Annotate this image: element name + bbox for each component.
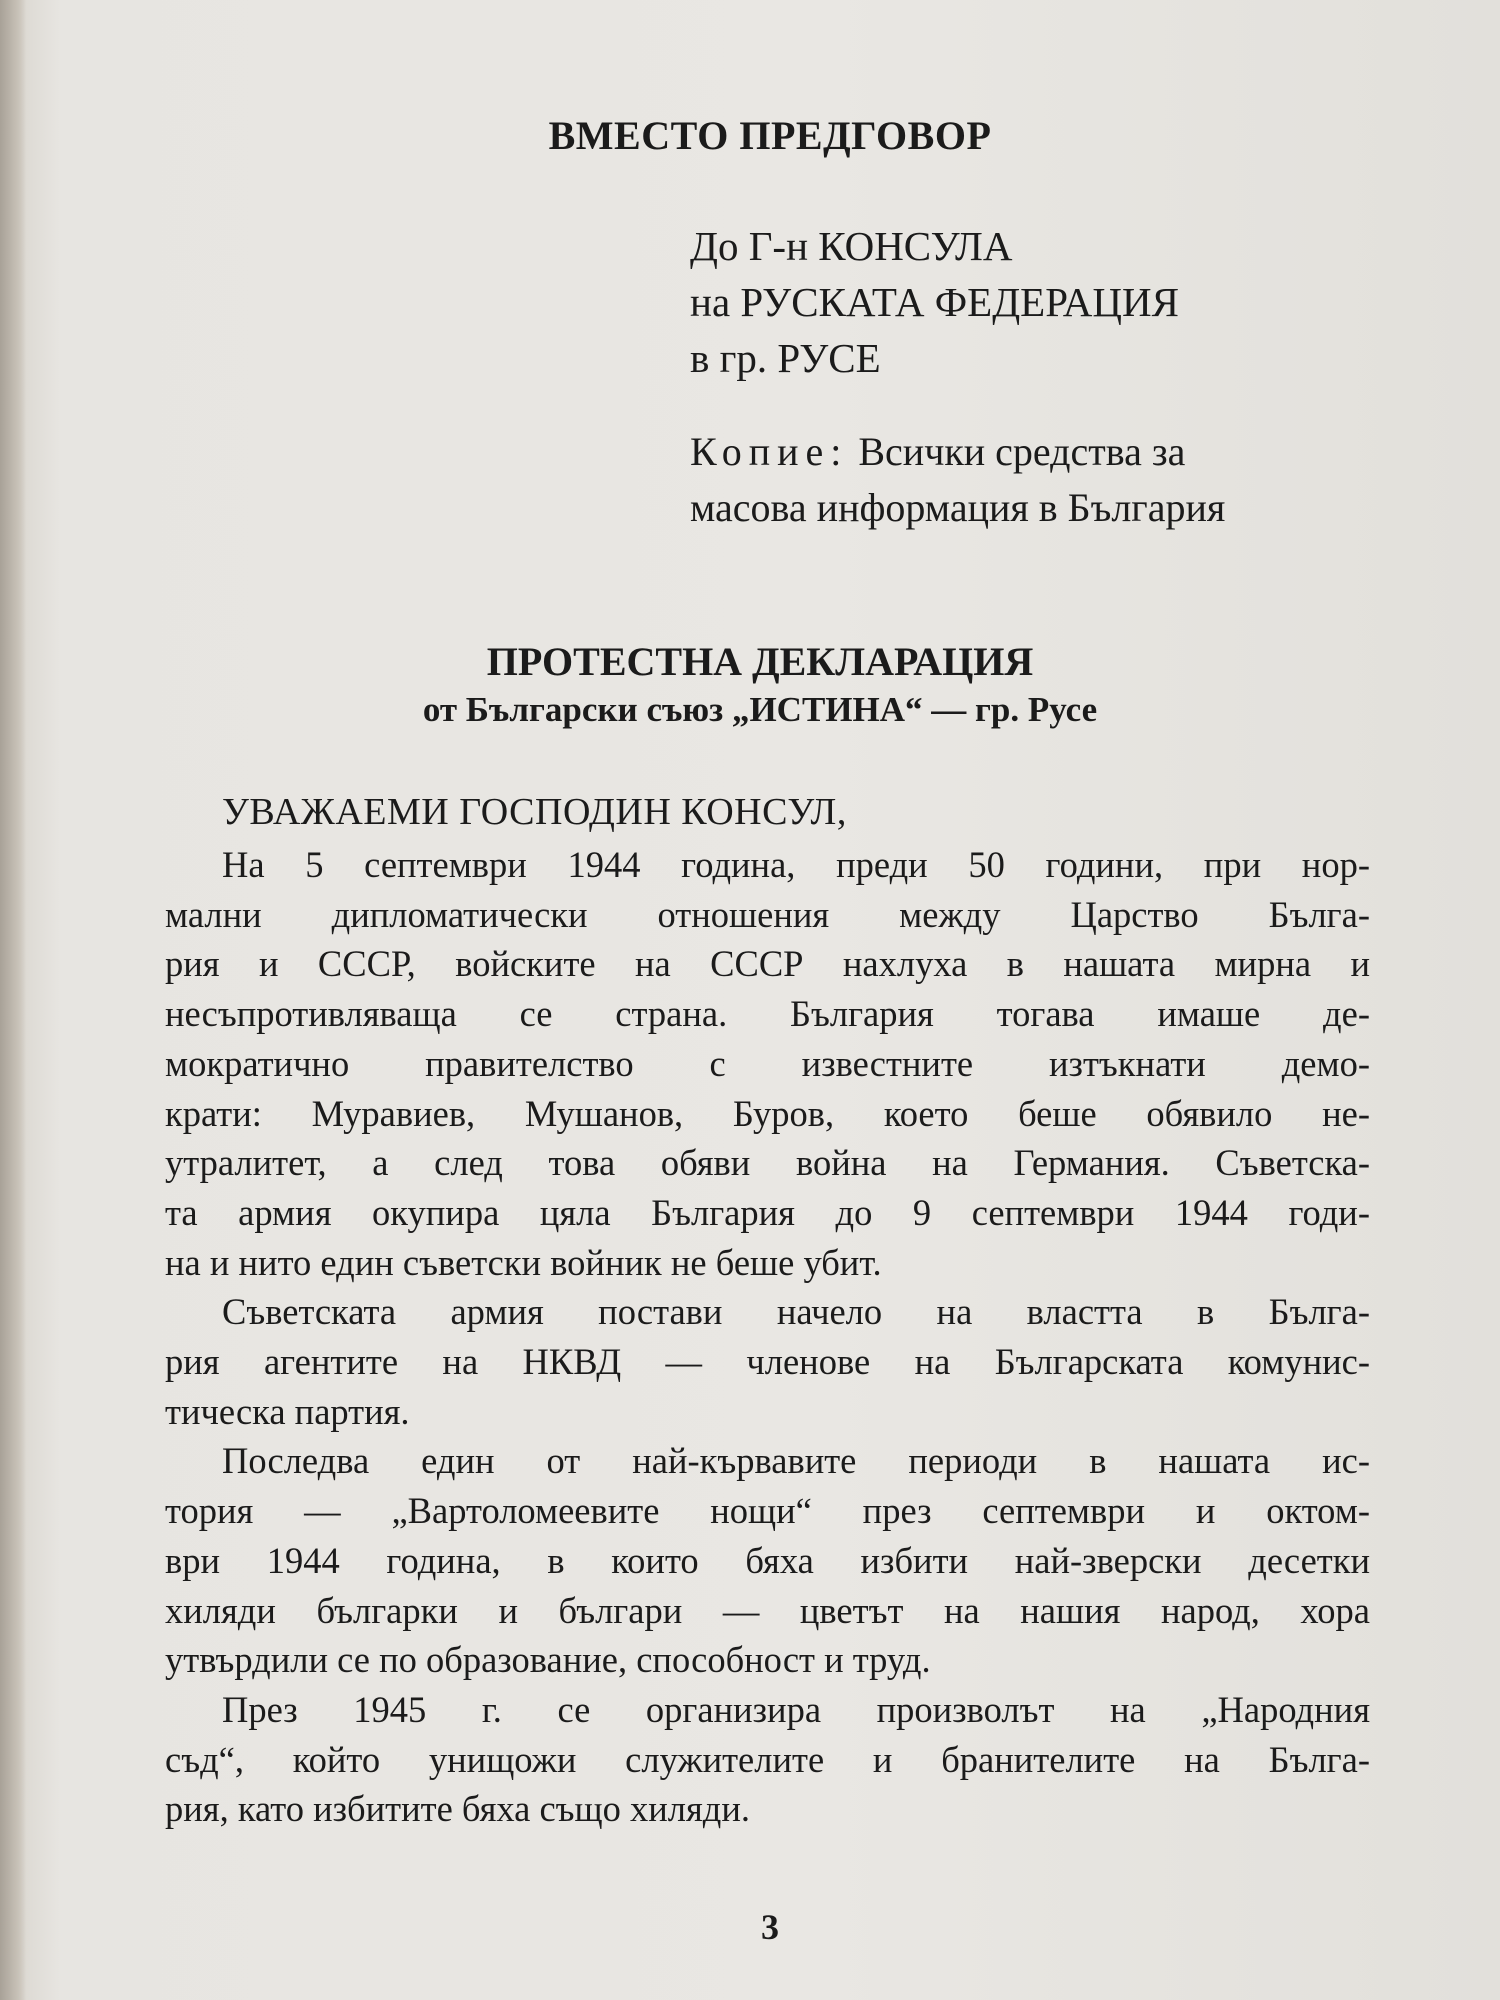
text-line: хиляди българки и българи — цветът на нашия народ, хора	[165, 1589, 1370, 1631]
book-gutter-shadow	[0, 0, 26, 2000]
salutation: УВАЖАЕМИ ГОСПОДИН КОНСУЛ,	[222, 791, 847, 833]
text-line: мократично правителство с известните изтъкнати демо-	[165, 1042, 1370, 1084]
text-line: та армия окупира цяла България до 9 септември 1944 годи-	[165, 1191, 1370, 1233]
copy-label: Копие:	[690, 429, 849, 474]
page-number: 3	[761, 1907, 779, 1947]
text-line: рия, като избитите бяха също хиляди.	[165, 1788, 751, 1830]
declaration-title: ПРОТЕСТНА ДЕКЛАРАЦИЯ	[486, 639, 1034, 684]
text-line: рия и СССР, войските на СССР нахлуха в нашата мирна и	[165, 943, 1370, 985]
text-line: През 1945 г. се организира произволът на „Народния	[222, 1688, 1370, 1730]
text-line: на и нито един съветски войник не беше убит.	[165, 1241, 882, 1283]
text-line: крати: Муравиев, Мушанов, Буров, което беше обявило не-	[165, 1092, 1370, 1134]
address-block	[690, 218, 1179, 386]
address-line: До Г-н КОНСУЛА	[690, 223, 1013, 269]
text-line: Последва един от най-кървавите периоди в нашата ис-	[222, 1440, 1370, 1482]
text-line: утвърдили се по образование, способност и труд.	[165, 1639, 931, 1681]
text-line: несъпротивляваща се страна. България тогава имаше де-	[165, 993, 1370, 1035]
address-line: в гр. РУСЕ	[690, 335, 881, 381]
preface-heading: ВМЕСТО ПРЕДГОВОР	[548, 113, 992, 158]
text-line: рия агентите на НКВД — членове на Българската комунис-	[165, 1341, 1370, 1383]
text-line: Съветската армия постави начело на властта в Бълга-	[222, 1291, 1370, 1333]
text-line: съд“, който унищожи служителите и бранителите на Бълга-	[165, 1738, 1370, 1780]
text-line: тическа партия.	[165, 1390, 410, 1432]
copy-recipients-text: Всички средства за	[848, 429, 1186, 474]
text-line: утралитет, а след това обяви война на Германия. Съветска-	[165, 1142, 1370, 1184]
text-line: ври 1944 година, в които бяха избити най-зверски десетки	[165, 1539, 1370, 1581]
address-line: на РУСКАТА ФЕДЕРАЦИЯ	[690, 279, 1179, 325]
text-line: На 5 септември 1944 година, преди 50 години, при нор-	[222, 844, 1370, 885]
declaration-body	[165, 840, 1370, 1834]
text-line: тория — „Вартоломеевите нощи“ през септември и октом-	[165, 1490, 1370, 1532]
copy-recipients-block	[690, 424, 1225, 536]
copy-recipients-text: масова информация в България	[690, 485, 1226, 530]
declaration-subtitle: от Български съюз „ИСТИНА“ — гр. Русе	[422, 690, 1098, 729]
text-line: мални дипломатически отношения между Царство Бълга-	[165, 893, 1370, 935]
